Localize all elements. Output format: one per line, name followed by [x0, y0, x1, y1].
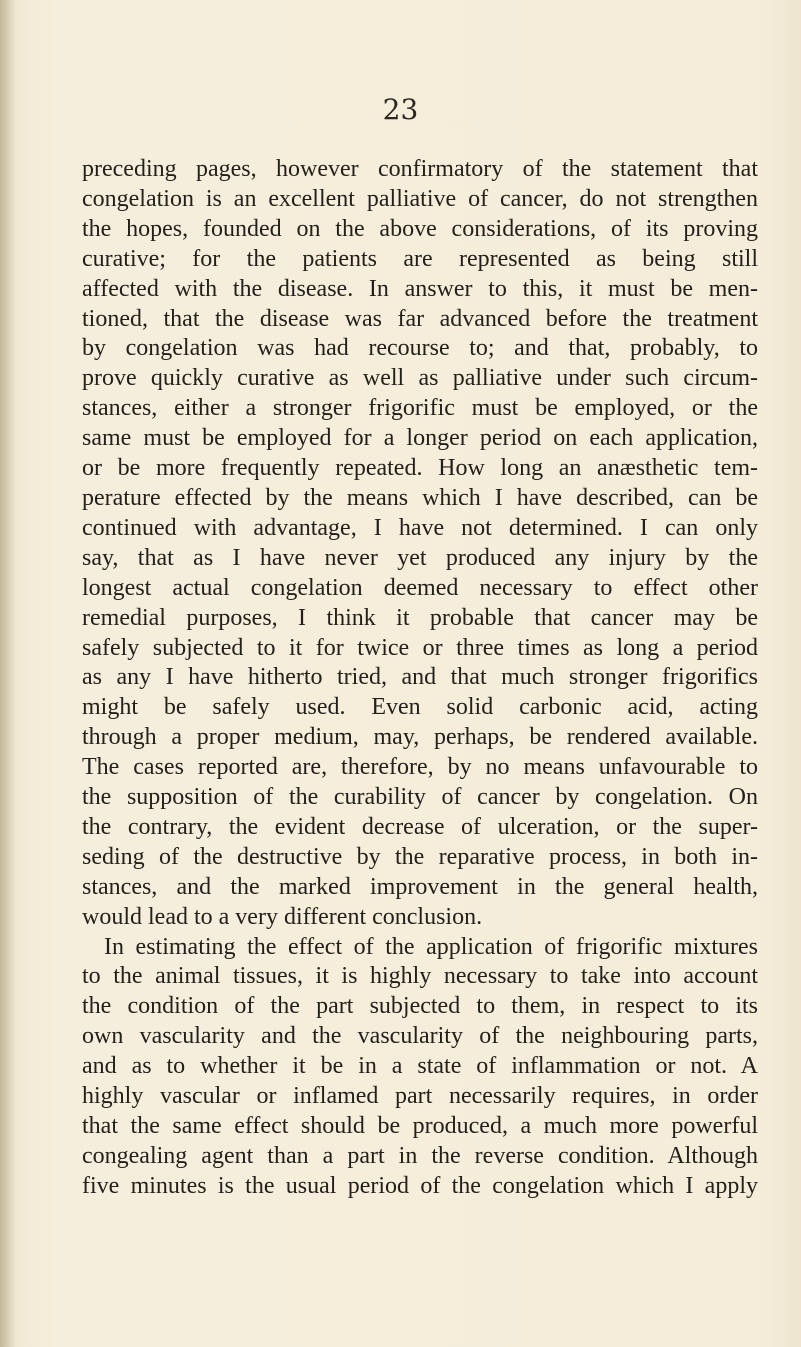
text-line: own vascularity and the vascularity of the neighbouring parts, — [82, 1023, 758, 1050]
text-line: safely subjected to it for twice or three times as long a period — [82, 634, 758, 661]
text-line: stances, either a stronger frigorific must be employed, or the — [82, 395, 758, 422]
page-number: 23 — [382, 93, 419, 126]
text-line: the condition of the part subjected to them, in respect to its — [82, 993, 758, 1020]
text-line: tioned, that the disease was far advanced before the treatment — [82, 305, 758, 332]
text-line: The cases reported are, therefore, by no means unfavourable to — [82, 754, 758, 781]
text-line: stances, and the marked improvement in the general health, — [82, 873, 758, 900]
text-line: remedial purposes, I think it probable that cancer may be — [82, 604, 758, 631]
text-line: congelation is an excellent palliative of cancer, do not strengthen — [82, 185, 758, 212]
text-line: as any I have hitherto tried, and that much stronger frigorifics — [82, 664, 758, 691]
text-line: same must be employed for a longer period on each application, — [82, 425, 758, 452]
binding-shadow — [0, 0, 16, 1347]
text-line: might be safely used. Even solid carbonic acid, acting — [82, 694, 758, 721]
text-line: longest actual congelation deemed necessary to effect other — [82, 574, 758, 601]
text-line: that the same effect should be produced, a much more powerful — [82, 1113, 758, 1139]
text-line: the contrary, the evident decrease of ulceration, or the super- — [82, 813, 758, 840]
text-line: would lead to a very different conclusion. — [82, 903, 483, 930]
text-line: five minutes is the usual period of the congelation which I apply — [82, 1172, 758, 1199]
text-line: affected with the disease. In answer to this, it must be men- — [82, 275, 758, 302]
text-line: the supposition of the curability of cancer by congelation. On — [82, 784, 758, 811]
text-line: In estimating the effect of the application of frigorific mixtures — [104, 933, 758, 960]
text-line: the hopes, founded on the above considerations, of its proving — [82, 215, 758, 242]
text-line: and as to whether it be in a state of inflammation or not. A — [82, 1053, 758, 1080]
text-line: through a proper medium, may, perhaps, be rendered available. — [82, 724, 758, 751]
text-line: curative; for the patients are represented as being still — [82, 245, 758, 272]
text-line: to the animal tissues, it is highly necessary to take into account — [82, 963, 758, 990]
text-line: preceding pages, however confirmatory of the statement that — [82, 156, 758, 182]
text-line: perature effected by the means which I have described, can be — [82, 484, 758, 511]
text-line: prove quickly curative as well as palliative under such circum- — [82, 365, 758, 392]
text-line: by congelation was had recourse to; and that, probably, to — [82, 335, 758, 362]
text-line: highly vascular or inflamed part necessarily requires, in order — [82, 1083, 758, 1110]
text-line: continued with advantage, I have not determined. I can only — [82, 514, 758, 541]
text-line: congealing agent than a part in the reverse condition. Although — [82, 1142, 758, 1169]
body-text — [82, 155, 758, 1202]
text-line: or be more frequently repeated. How long an anæsthetic tem- — [82, 455, 758, 482]
text-line: say, that as I have never yet produced any injury by the — [82, 544, 758, 571]
text-line: seding of the destructive by the reparative process, in both in- — [82, 843, 758, 870]
